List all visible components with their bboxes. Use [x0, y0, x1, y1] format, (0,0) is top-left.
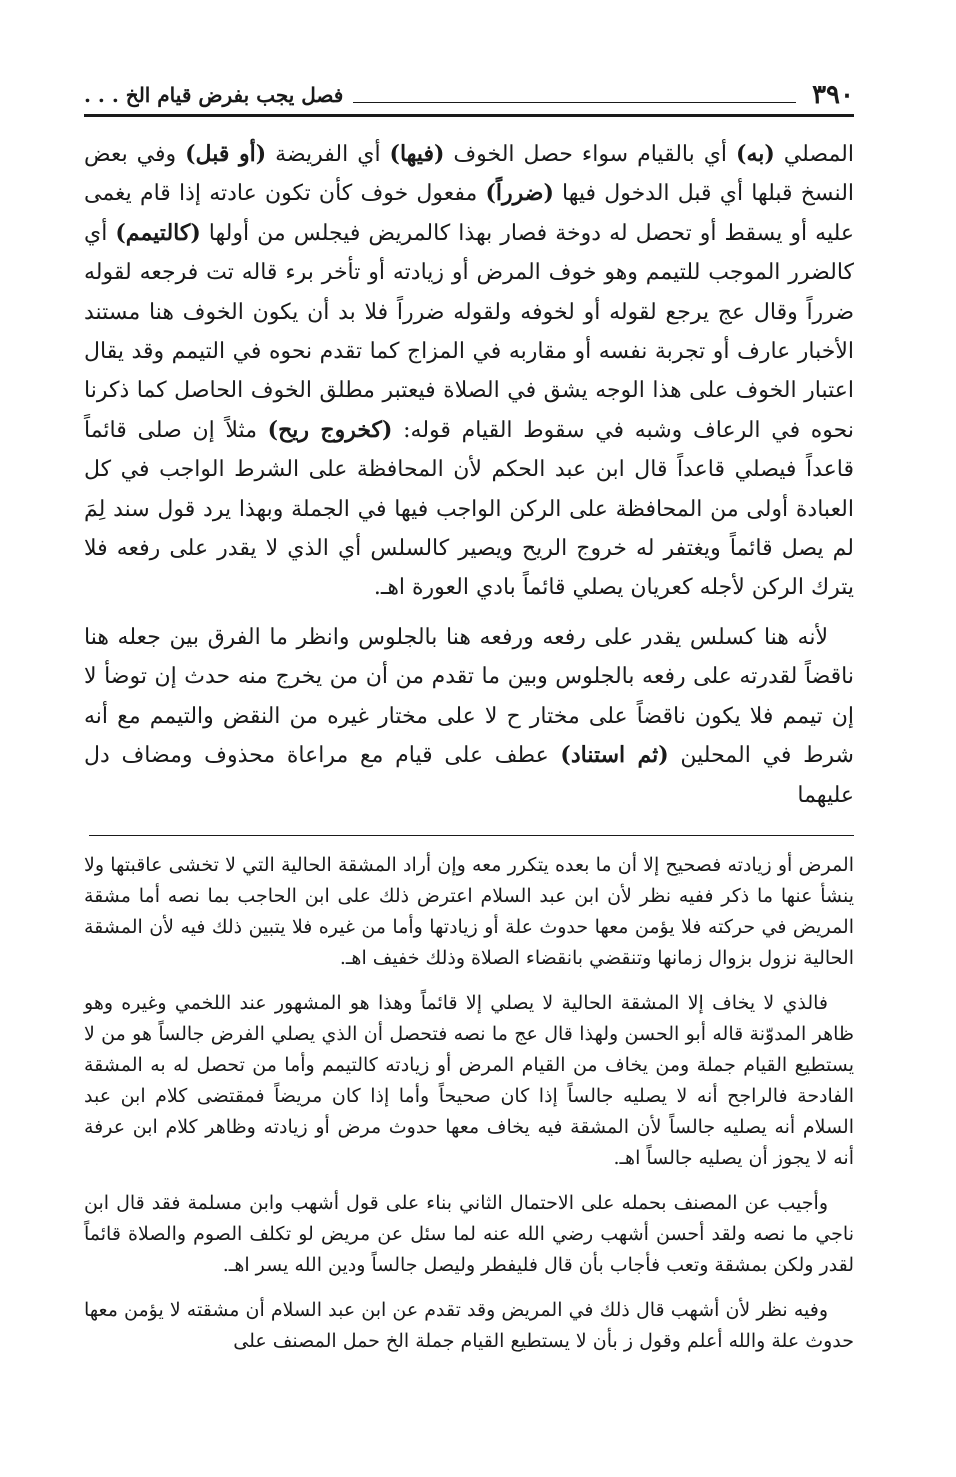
main-text — [84, 135, 854, 815]
bold-term: (به) — [736, 141, 775, 167]
bold-term: (كخروج ريح) — [267, 416, 393, 443]
running-title: فصل يجب بفرض قيام الخ . . . — [84, 83, 344, 107]
bold-term: (ثم استناد) — [560, 742, 669, 769]
bold-term: (كالتيمم) — [115, 219, 201, 246]
bold-term: (ضرراً) — [485, 180, 554, 207]
footnote-divider — [89, 835, 854, 836]
bold-term: (فيها) — [389, 141, 445, 167]
bold-term: (أو قبل) — [185, 141, 267, 167]
note-paragraph-3: وأجيب عن المصنف بحمله على الاحتمال الثاني بناء على قول أشهب وابن مسلمة فقد قال ابن ناجي ما نصه ولقد أحسن أشهب رضي الله عنه لما سئل عن مريض لو تكلف الصوم والصلاة قائماً لقدر ولكن بمشقة وتعب فأجاب بأن قال فليفطر وليصل جالساً ودين الله يسر اهـ. — [84, 1191, 854, 1276]
main-paragraph-1: المصلي (به) أي بالقيام سواء حصل الخوف (فيها) أي الفريضة (أو قبل) وفي بعض النسخ قبلها أي قبل الدخول فيها (ضرراً) مفعول خوف كأن تكون عادته إذا قام يغمى عليه أو يسقط أو تحصل له دوخة فصار بهذا كالمريض فيجلس من أولها (كالتيمم) أي كالضرر الموجب للتيمم وهو خوف المرض أو زيادته أو تأخر برء قاله تت فرجعه لقوله ضرراً وقال عج يرجع لقوله أو لخوفه ولقوله ضرراً فلا بد أن يكون الخوف هنا مستند الأخبار عارف أو تجربة نفسه أو مقاربه في المزاج كما تقدم نحوه في التيمم وقد يقال اعتبار الخوف على هذا الوجه يشق في الصلاة فيعتبر مطلق الخوف الحاصل كما ذكرنا نحوه في الرعاف وشبه في سقوط القيام قوله: (كخروج ريح) مثلاً إن صلى قائماً قاعداً فيصلي قاعداً قال ابن عبد الحكم لأن المحافظة على الشرط الواجب في كل العبادة أولى من المحافظة على الركن الواجب فيها في الجملة وبهذا يرد قول سند لِمَ لم يصل قائماً ويغتفر له خروج الريح ويصير كالسلس أي الذي لا يقدر على رفعه فلا يترك الركن لأجله كعريان يصلي قائماً بادي العورة اهـ. — [84, 141, 855, 601]
header-rule — [353, 102, 796, 103]
page — [84, 78, 854, 1371]
note-paragraph-1: المرض أو زيادته فصحيح إلا أن ما بعده يتكرر معه وإن أراد المشقة الحالية التي لا تخشى عاقبتها ولا ينشأ عنها ما ذكر ففيه نظر لأن ابن عبد السلام اعترض ذلك على ابن الحاجب بما نصه أما مشقة المريض في حركته فلا يؤمن معها حدوث علة أو زيادتها وأما من غيره فلا يتبين ذلك فيه لأن المشقة الحالية نزول بزوال زمانها وتنقضي بانقضاء الصلاة وذلك خفيف اهـ. — [84, 853, 854, 969]
page-header — [84, 78, 854, 110]
page-number: ٣٩٠ — [812, 80, 854, 110]
note-paragraph-4: وفيه نظر لأن أشهب قال ذلك في المريض وقد تقدم عن ابن عبد السلام أن مشقته لا يؤمن معها حدوث علة والله أعلم وقول ز بأن لا يستطيع القيام جملة الخ حمل المصنف على — [84, 1298, 854, 1352]
note-paragraph-2: فالذي لا يخاف إلا المشقة الحالية لا يصلي إلا قائماً وهذا هو المشهور عند اللخمي وغيره وهو ظاهر المدوّنة قاله أبو الحسن ولهذا قال عج ما نصه فتحصل أن الذي يصلي الفرض جالساً هو من لا يستطيع القيام جملة ومن يخاف من القيام المرض أو زيادته كالتيمم وأما من تحصل له به المشقة الفادحة فالراجح أنه لا يصليه جالساً إذا كان صحيحاً وأما إذا كان مريضاً فمقتضى كلام ابن عبد السلام أنه يصليه جالساً لأن المشقة فيه يخاف معها حدوث مرض أو زيادته وظاهر كلام ابن عرفة أنه لا يجوز أن يصليه جالساً اهـ. — [84, 991, 854, 1169]
header-divider — [84, 114, 854, 117]
main-paragraph-2: لأنه هنا كسلس يقدر على رفعه ورفعه هنا بالجلوس وانظر ما الفرق بين جعله هنا ناقضاً لقدرته على رفعه بالجلوس وبين ما تقدم من أن من يخرج منه حدث إن توضأ لا إن تيمم فلا يكون ناقضاً على مختار ح لا على مختار غيره من النقض والتيمم مع أنه شرط في المحلين (ثم استناد) عطف على قيام مع مراعاة محذوف ومضاف دل عليهما — [84, 624, 854, 808]
commentary-notes — [84, 850, 854, 1357]
